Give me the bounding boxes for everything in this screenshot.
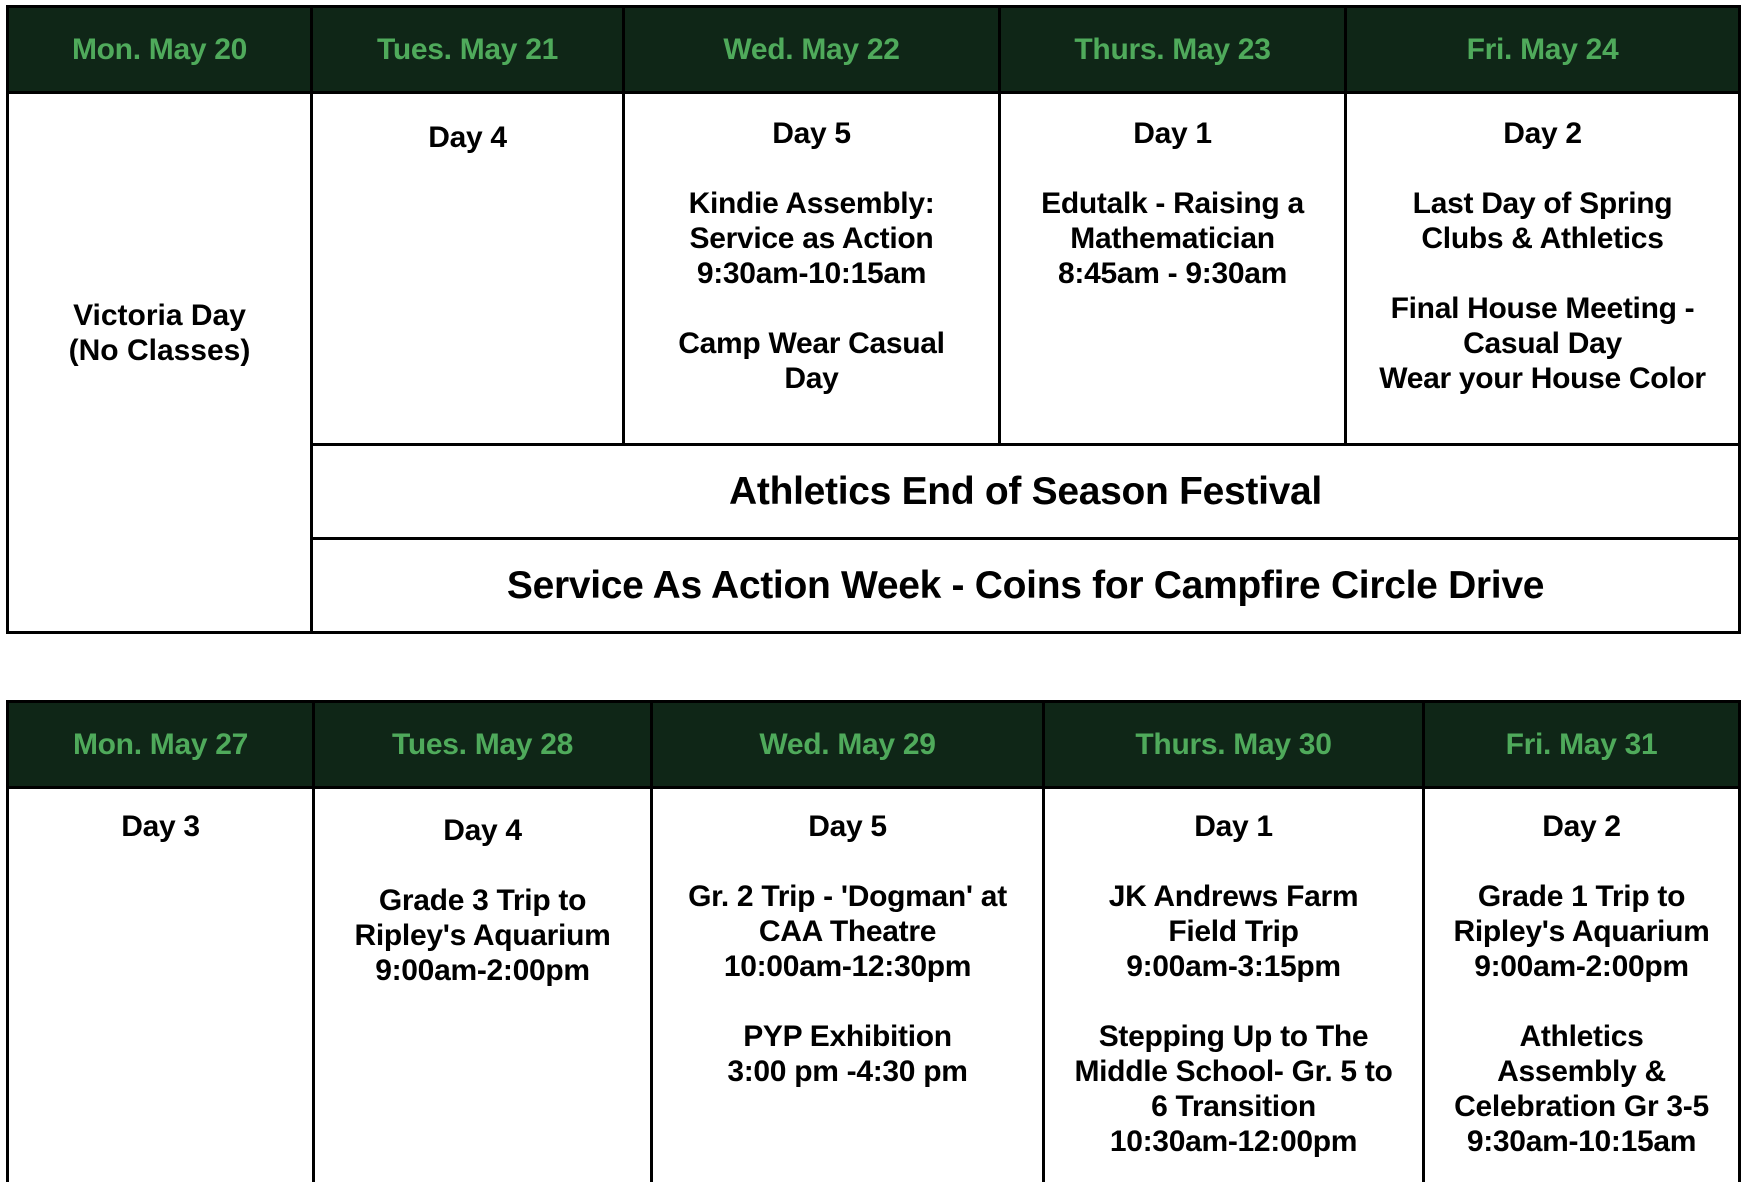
day-cell-fri — [1424, 788, 1740, 1182]
day-header-thu: Thurs. May 30 — [1044, 702, 1424, 788]
day-header-mon: Mon. May 27 — [8, 702, 314, 788]
day-header-thu: Thurs. May 23 — [1000, 7, 1346, 93]
day-cell-wed — [624, 93, 1000, 445]
day-number: Day 1 — [1194, 810, 1273, 843]
day-number: Day 4 — [443, 814, 522, 847]
day-events: Grade 1 Trip to Ripley's Aquarium 9:00am-2:00pm Athletics Assembly & Celebration Gr 3-5 9:30am-10:15am — [1453, 880, 1710, 1158]
day-events: Kindie Assembly: Service as Action 9:30am-10:15am Camp Wear Casual Day — [678, 187, 945, 395]
day-number: Day 1 — [1133, 117, 1212, 150]
day-header-mon: Mon. May 20 — [8, 7, 312, 93]
day-events: Gr. 2 Trip - 'Dogman' at CAA Theatre 10:00am-12:30pm PYP Exhibition 3:00 pm -4:30 pm — [688, 880, 1007, 1088]
day-cell-tue — [314, 788, 652, 1182]
day-header-fri: Fri. May 24 — [1346, 7, 1740, 93]
day-number: Day 5 — [808, 810, 887, 843]
day-header-tue: Tues. May 21 — [312, 7, 624, 93]
day-cell-wed — [652, 788, 1044, 1182]
holiday-cell: Victoria Day (No Classes) — [8, 93, 312, 633]
day-cell-mon — [8, 788, 314, 1182]
day-number: Day 4 — [428, 121, 507, 154]
day-cell-tue — [312, 93, 624, 445]
day-events: Last Day of Spring Clubs & Athletics Final House Meeting - Casual Day Wear your House Color — [1379, 187, 1706, 395]
day-cell-thu — [1000, 93, 1346, 445]
day-events: Grade 3 Trip to Ripley's Aquarium 9:00am-2:00pm — [354, 884, 611, 987]
day-cell-thu — [1044, 788, 1424, 1182]
week-1-calendar — [6, 5, 1741, 634]
day-events: JK Andrews Farm Field Trip 9:00am-3:15pm Stepping Up to The Middle School- Gr. 5 to 6 Transition 10:30am-12:00pm — [1074, 880, 1393, 1158]
day-events: Edutalk - Raising a Mathematician 8:45am - 9:30am — [1041, 187, 1304, 290]
week-2-header-row — [8, 702, 1740, 788]
festival-banner: Athletics End of Season Festival — [312, 445, 1740, 539]
day-number: Day 2 — [1542, 810, 1621, 843]
day-header-fri: Fri. May 31 — [1424, 702, 1740, 788]
day-header-wed: Wed. May 29 — [652, 702, 1044, 788]
day-number: Day 3 — [121, 810, 200, 843]
day-cell-fri — [1346, 93, 1740, 445]
service-week-banner: Service As Action Week - Coins for Campfire Circle Drive — [312, 539, 1740, 633]
day-number: Day 5 — [772, 117, 851, 150]
week-1-header-row — [8, 7, 1740, 93]
week-2-calendar — [6, 700, 1741, 1182]
day-header-tue: Tues. May 28 — [314, 702, 652, 788]
day-header-wed: Wed. May 22 — [624, 7, 1000, 93]
day-number: Day 2 — [1503, 117, 1582, 150]
